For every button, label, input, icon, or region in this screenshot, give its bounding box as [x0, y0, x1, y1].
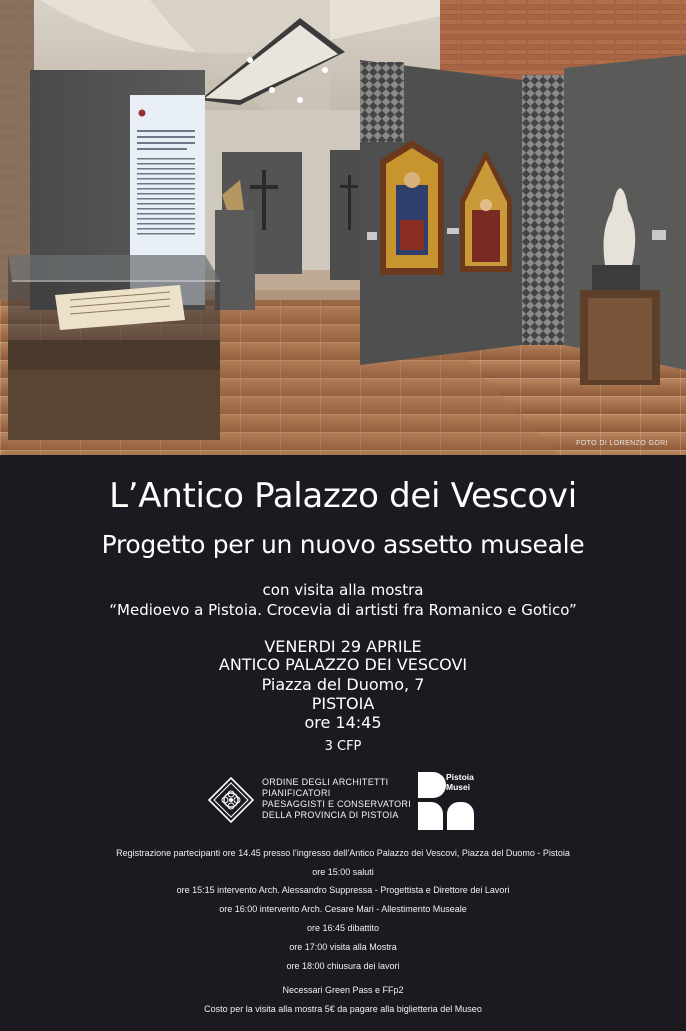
program-item: ore 15:00 saluti [312, 867, 374, 877]
ordine-line: PAESAGGISTI E CONSERVATORI [262, 799, 412, 809]
event-venue: ANTICO PALAZZO DEI VESCOVI [218, 655, 468, 674]
event-subtitle: Progetto per un nuovo assetto museale [101, 530, 585, 559]
program-item: ore 17:00 visita alla Mostra [289, 942, 397, 952]
program-item: ore 16:00 intervento Arch. Cesare Mari - Allestimento Museale [219, 904, 467, 914]
ordine-name [262, 777, 411, 821]
ordine-line: PIANIFICATORI [262, 788, 331, 798]
event-credits: 3 CFP [324, 739, 362, 754]
event-date: VENERDI 29 APRILE [264, 637, 422, 656]
exhibition-photo [0, 0, 686, 455]
event-time: ore 14:45 [304, 713, 382, 732]
event-title: L’Antico Palazzo dei Vescovi [109, 476, 577, 516]
requirements-note: Necessari Green Pass e FFp2 [282, 985, 404, 995]
musei-line-1: Pistoia [446, 772, 474, 782]
photo-credit: FOTO DI LORENZO GORI [576, 440, 668, 447]
intro-line-1: con visita alla mostra [262, 581, 424, 599]
program-item: ore 18:00 chiusura dei lavori [286, 961, 400, 971]
musei-line-2: Musei [446, 782, 471, 792]
intro-line-2: “Medioevo a Pistoia. Crocevia di artisti fra Romanico e Gotico” [109, 601, 577, 619]
ordine-line: DELLA PROVINCIA DI PISTOIA [262, 810, 399, 820]
ordine-emblem-icon [208, 777, 254, 823]
ordine-line: ORDINE DEGLI ARCHITETTI [262, 777, 389, 787]
program-item: ore 15:15 intervento Arch. Alessandro Suppressa - Progettista e Direttore dei Lavori [176, 885, 510, 895]
program-item: Registrazione partecipanti ore 14.45 presso l’ingresso dell’Antico Palazzo dei Vescovi, Piazza del Duomo - Pistoia [116, 848, 570, 858]
cost-note: Costo per la visita alla mostra 5€ da pagare alla biglietteria del Museo [204, 1004, 482, 1014]
event-address: Piazza del Duomo, 7 [261, 675, 425, 694]
event-city: PISTOIA [311, 694, 375, 713]
program-item: ore 16:45 dibattito [306, 923, 380, 933]
musei-name [446, 772, 474, 792]
exhibition-hall-illustration [0, 0, 686, 455]
